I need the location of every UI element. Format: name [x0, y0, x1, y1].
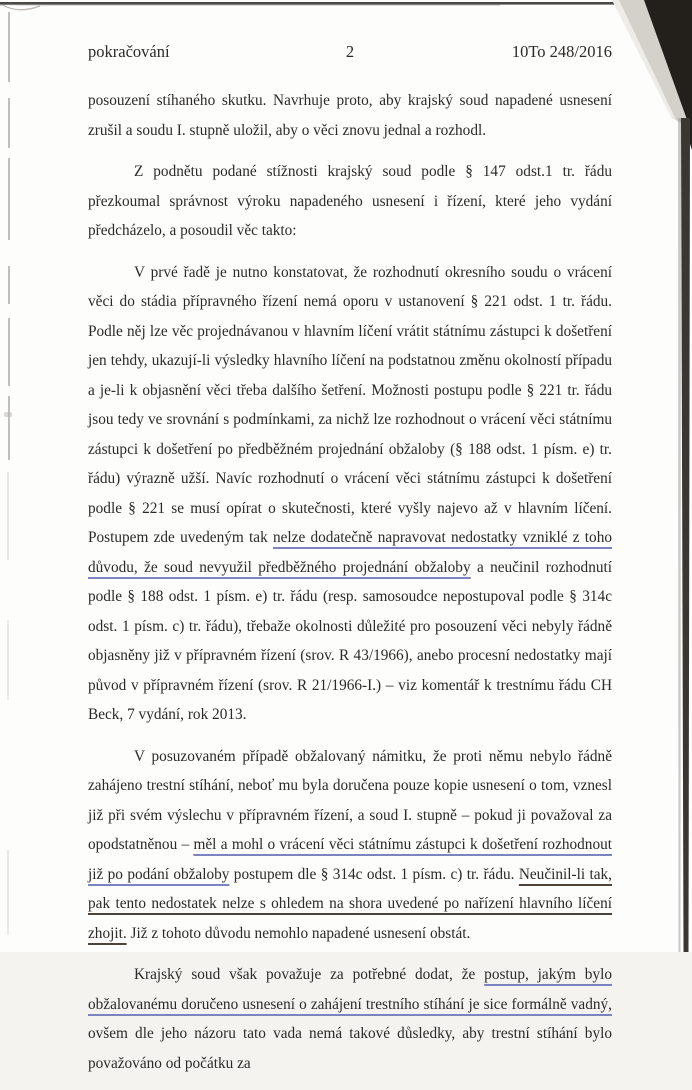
scan-right-edge-soft — [678, 118, 681, 952]
corner-shadow — [630, 0, 692, 150]
scan-smudge — [4, 412, 12, 417]
text-segment: Již z tohoto důvodu nemohlo napadené usnesení obstát. — [126, 924, 471, 942]
paragraph — [88, 960, 612, 1078]
text-segment: postupem dle § 314c odst. 1 písm. c) tr. řádu. — [229, 865, 519, 883]
text-segment: a neučinil rozhodnutí podle § 188 odst. 1 písm. e) tr. řádu (resp. samosoudce nepostupoval podle § 314c odst. 1 písm. c) tr. řádu), třebaže okolnosti důležité pro posouzení věci nebyly řádně objasněny již v přípravném řízení (srov. R 43/1966), anebo procesní nedostatky mají původ v přípravném řízení (srov. R 21/1966-I.) – viz komentář k trestnímu řádu CH Beck, 7 vydání, rok 2013. — [88, 558, 612, 723]
underlined-passage: postup, jakým bylo obžalovanému doručeno usnesení o zahájení trestního stíhání je sice formálně vadný, — [88, 966, 612, 1013]
paragraph — [88, 86, 612, 145]
scan-right-edge — [681, 118, 690, 952]
page-number: 2 — [345, 42, 355, 61]
scan-top-edge-soft — [0, 5, 500, 6]
case-number: 10To 248/2016 — [511, 42, 612, 61]
folded-corner-highlight — [612, 0, 676, 120]
underlined-passage: že soud nevyužil předběžného projednání obžaloby — [144, 558, 471, 576]
text-segment: Z podnětu podané stížnosti krajský soud podle § 147 odst.1 tr. řádu přezkoumal správnost výroku napadeného usnesení i řízení, které jeho vydání předcházelo, a posoudil věc takto: — [88, 163, 612, 239]
underlined-passage: měl a mohl o vrácení věci státnímu zástupci k došetření rozhodnout již po podání obžaloby — [88, 836, 612, 883]
document-body — [88, 86, 612, 1090]
text-segment: V prvé řadě je nutno konstatovat, že rozhodnutí okresního soudu o vrácení věci do stádia přípravného řízení nemá oporu v ustanovení § 221 odst. 1 tr. řádu. Podle něj lze věc projednávanou v hlavním líčení vrátit státnímu zástupci k došetření jen tehdy, ukazují-li výsledky hlavního líčení na podstatnou změnu okolností případu a je-li k objasnění věci třeba dalšího šetření. Možnosti postupu podle § 221 tr. řádu jsou tedy ve srovnání s podmínkami, za nichž lze rozhodnout o vrácení věci státnímu zástupci k došetření po předběžném projednání obžaloby (§ 188 odst. 1 písm. e) tr. řádu) výrazně užší. Navíc rozhodnutí o vrácení věci státnímu zástupci k došetření podle § 221 se musí opírat o skutečnosti, které vyšly najevo až v hlavním líčení. Postupem zde uvedeným tak — [88, 263, 612, 546]
paragraph — [88, 258, 612, 730]
scan-top-edge — [0, 2, 628, 5]
page-header — [88, 42, 612, 66]
underlined-passage: Neučinil-li tak, pak tento nedostatek nelze s ohledem na shora uvedené po nařízení hlavního líčení zhojit. — [88, 865, 612, 942]
folded-corner — [612, 0, 690, 128]
continuation-label: pokračování — [88, 42, 170, 61]
text-segment: V posuzovaném případě obžalovaný námitku, že proti němu nebylo řádně zahájeno trestní stíhání, neboť mu byla doručena pouze kopie usnesení o tom, vznesl již při svém výslechu v přípravném řízení, a soud I. stupně – pokud ji považoval za opodstatněnou – — [88, 747, 612, 853]
paragraph — [88, 742, 612, 949]
paragraph — [88, 157, 612, 246]
paper-curl — [3, 5, 40, 10]
underlined-passage: nelze dodatečně napravovat nedostatky vzniklé z toho důvodu, — [88, 529, 612, 576]
text-segment: posouzení stíhaného skutku. Navrhuje proto, aby krajský soud napadené usnesení zrušil a soudu I. stupně uložil, aby o věci znovu jednal a rozhodl. — [88, 92, 612, 139]
text-segment: ovšem dle jeho názoru tato vada nemá takové důsledky, aby trestní stíhání bylo považováno od počátku za — [88, 1025, 612, 1072]
text-segment: Krajský soud však považuje za potřebné dodat, že — [134, 966, 485, 983]
